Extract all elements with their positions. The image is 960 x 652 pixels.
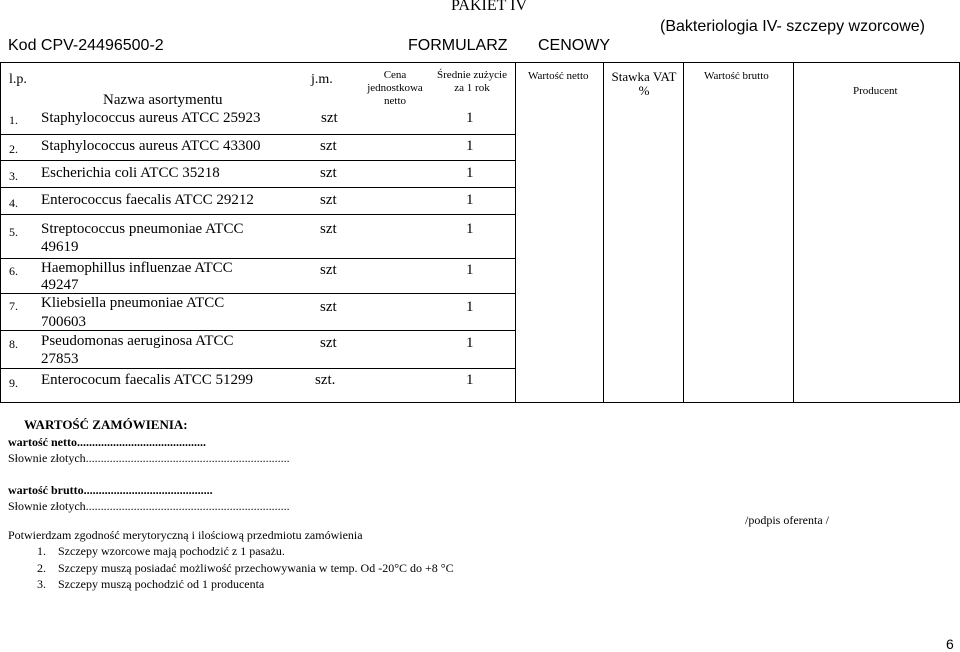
row-8-unit: szt: [320, 335, 337, 351]
row-5-name-cont: 49619: [41, 239, 79, 255]
cpv-code: Kod CPV-24496500-2: [8, 37, 164, 54]
row-5-name: Streptococcus pneumoniae ATCC: [41, 221, 244, 237]
row-8-lp: 8.: [9, 337, 18, 351]
col-value-net-header: Wartość netto: [528, 70, 589, 82]
row-3-qty: 1: [466, 165, 474, 181]
row-7-qty: 1: [466, 299, 474, 315]
col-producer-header: Producent: [853, 85, 898, 97]
row-4-qty: 1: [466, 192, 474, 208]
row-1-lp: 1.: [9, 113, 18, 127]
row-3-unit: szt: [320, 165, 337, 181]
page-number: 6: [946, 636, 954, 652]
row-6-qty: 1: [466, 262, 474, 278]
note-3-text: Szczepy muszą pochodzić od 1 producenta: [58, 577, 265, 591]
row-9-lp: 9.: [9, 376, 18, 390]
row-2-name: Staphylococcus aureus ATCC 43300: [41, 138, 261, 154]
package-title: PAKIET IV: [451, 0, 528, 14]
row-1-qty: 1: [466, 110, 474, 126]
row-7-name-cont: 700603: [41, 314, 86, 330]
col-value-gross-header: Wartość brutto: [704, 70, 769, 82]
col-lp-header: l.p.: [9, 72, 27, 87]
row-7-lp: 7.: [9, 299, 18, 313]
signature-label: /podpis oferenta /: [745, 513, 829, 527]
price-label: CENOWY: [538, 37, 610, 54]
form-label: FORMULARZ: [408, 37, 508, 54]
category-subtitle: (Bakteriologia IV- szczepy wzorcowe): [660, 18, 925, 35]
row-9-unit: szt.: [315, 372, 336, 388]
col-jm-header: j.m.: [311, 72, 333, 87]
row-9-qty: 1: [466, 372, 474, 388]
note-2-text: Szczepy muszą posiadać możliwość przechowywania w temp. Od -20°C do +8 °C: [58, 561, 454, 575]
gross-value-words-line: Słownie złotych....................................................................: [8, 499, 290, 513]
note-1-num: 1.: [37, 544, 46, 558]
col-usage-header: Średnie zużycie za 1 rok: [437, 69, 507, 94]
row-1-name: Staphylococcus aureus ATCC 25923: [41, 110, 261, 126]
col-price-header: Cena jednostkowa netto: [367, 69, 423, 107]
row-4-lp: 4.: [9, 196, 18, 210]
row-7-name: Kliebsiella pneumoniae ATCC: [41, 295, 225, 311]
row-3-lp: 3.: [9, 169, 18, 183]
row-6-name-cont: 49247: [41, 277, 79, 293]
row-5-lp: 5.: [9, 225, 18, 239]
row-1-unit: szt: [321, 110, 338, 126]
net-value-line: wartość netto...........................................: [8, 435, 206, 449]
note-1-text: Szczepy wzorcowe mają pochodzić z 1 pasażu.: [58, 544, 285, 558]
row-4-unit: szt: [320, 192, 337, 208]
row-2-qty: 1: [466, 138, 474, 154]
row-6-unit: szt: [320, 262, 337, 278]
note-3-num: 3.: [37, 577, 46, 591]
gross-value-line: wartość brutto...........................................: [8, 483, 213, 497]
row-2-lp: 2.: [9, 142, 18, 156]
note-2-num: 2.: [37, 561, 46, 575]
row-7-unit: szt: [320, 299, 337, 315]
net-value-words-line: Słownie złotych....................................................................: [8, 451, 290, 465]
row-2-unit: szt: [320, 138, 337, 154]
row-8-qty: 1: [466, 335, 474, 351]
row-9-name: Enterococum faecalis ATCC 51299: [41, 372, 254, 388]
row-4-name: Enterococcus faecalis ATCC 29212: [41, 192, 254, 208]
row-5-qty: 1: [466, 221, 474, 237]
row-3-name: Escherichia coli ATCC 35218: [41, 165, 220, 181]
col-vat-header: Stawka VAT %: [611, 69, 677, 98]
row-6-lp: 6.: [9, 264, 18, 278]
row-6-name: Haemophillus influenzae ATCC: [41, 260, 233, 276]
row-5-unit: szt: [320, 221, 337, 237]
order-value-title: WARTOŚĆ ZAMÓWIENIA:: [24, 417, 188, 432]
row-8-name-cont: 27853: [41, 351, 79, 367]
confirmation-text: Potwierdzam zgodność merytoryczną i ilościową przedmiotu zamówienia: [8, 528, 363, 542]
col-name-header: Nazwa asortymentu: [103, 92, 223, 108]
row-8-name: Pseudomonas aeruginosa ATCC: [41, 333, 234, 349]
